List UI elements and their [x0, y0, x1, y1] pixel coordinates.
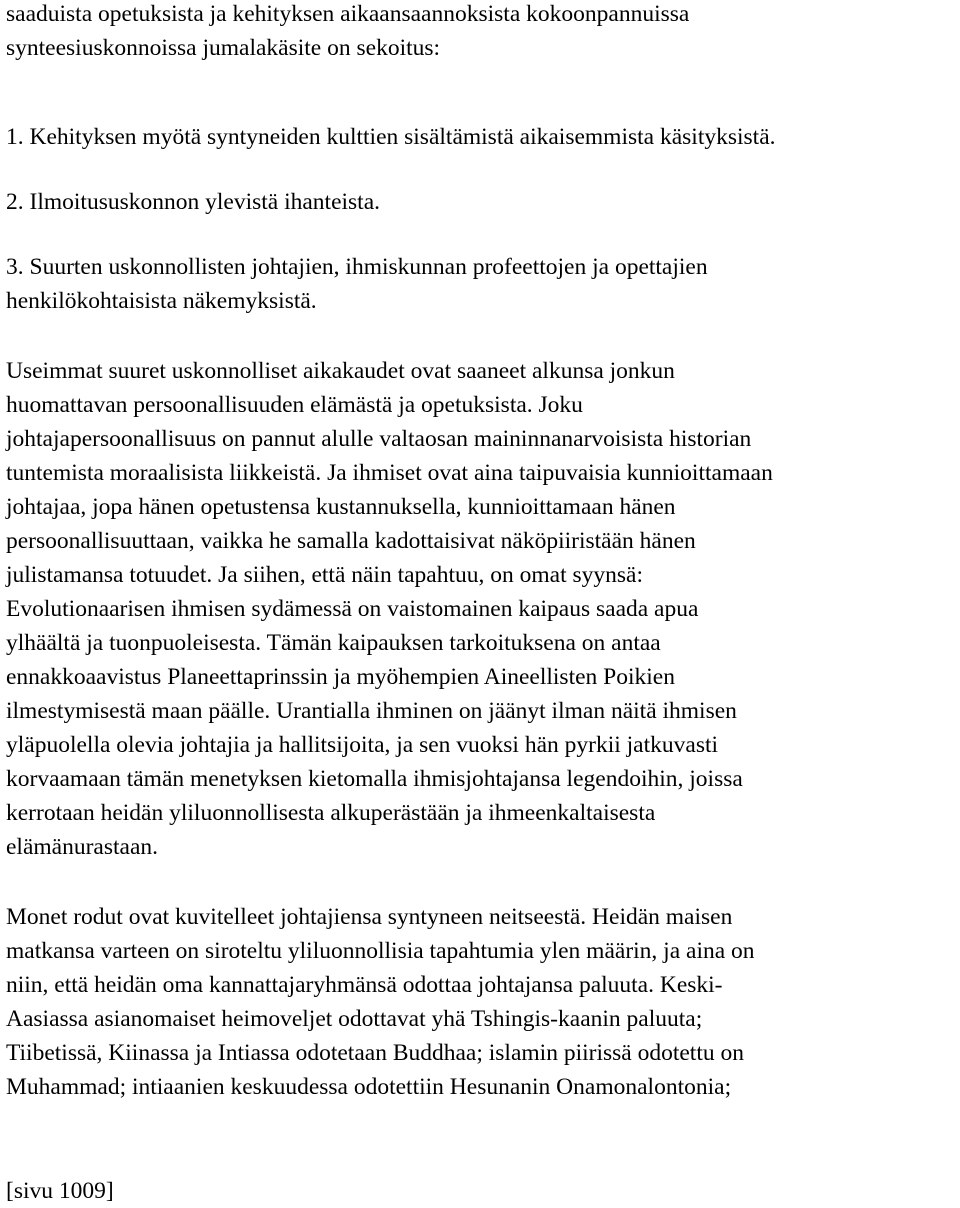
numbered-list	[6, 120, 956, 318]
page-number-label: [sivu 1009]	[6, 1178, 114, 1204]
text-line: huomattavan persoonallisuuden elämästä ja opetuksista. Joku	[6, 392, 583, 418]
text-line: niin, että heidän oma kannattajaryhmänsä odottaa johtajansa paluuta. Keski-	[6, 972, 723, 998]
list-item-text: 2. Ilmoitususkonnon ylevistä ihanteista.	[6, 189, 381, 215]
text-line: ennakkoaavistus Planeettaprinssin ja myöhempien Aineellisten Poikien	[6, 664, 675, 690]
document-page	[6, 0, 956, 1208]
intro-paragraph	[6, 0, 956, 65]
page-marker	[6, 1174, 956, 1208]
text-line: johtajapersoonallisuus on pannut alulle valtaosan maininnanarvoisista historian	[6, 426, 752, 452]
text-line: Useimmat suuret uskonnolliset aikakaudet ovat saaneet alkunsa jonkun	[6, 358, 675, 384]
text-line: ilmestymisestä maan päälle. Urantialla ihminen on jäänyt ilman näitä ihmisen	[6, 698, 737, 724]
list-item-text: 3. Suurten uskonnollisten johtajien, ihmiskunnan profeettojen ja opettajien	[6, 254, 708, 280]
text-line: kerrotaan heidän yliluonnollisesta alkuperästään ja ihmeenkaltaisesta	[6, 800, 656, 826]
text-line: julistamansa totuudet. Ja siihen, että näin tapahtuu, on omat syynsä:	[6, 562, 643, 588]
text-line: Tiibetissä, Kiinassa ja Intiassa odotetaan Buddhaa; islamin piirissä odotettu on	[6, 1040, 744, 1066]
text-line: tuntemista moraalisista liikkeistä. Ja ihmiset ovat aina taipuvaisia kunnioittamaan	[6, 460, 773, 486]
text-line: elämänurastaan.	[6, 834, 159, 860]
list-item	[6, 185, 956, 219]
text-line: johtajaa, jopa hänen opetustensa kustannuksella, kunnioittamaan hänen	[6, 494, 676, 520]
text-line: saaduista opetuksista ja kehityksen aikaansaannoksista kokoonpannuissa	[6, 1, 690, 27]
text-line: Aasiassa asianomaiset heimoveljet odottavat yhä Tshingis-kaanin paluuta;	[6, 1006, 703, 1032]
text-line: Monet rodut ovat kuvitelleet johtajiensa syntyneen neitseestä. Heidän maisen	[6, 904, 733, 930]
body-paragraph	[6, 354, 956, 864]
list-item	[6, 120, 956, 154]
text-line: Evolutionaarisen ihmisen sydämessä on vaistomainen kaipaus saada apua	[6, 596, 699, 622]
text-line: yläpuolella olevia johtajia ja hallitsijoita, ja sen vuoksi hän pyrkii jatkuvasti	[6, 732, 719, 758]
text-line: korvaamaan tämän menetyksen kietomalla ihmisjohtajansa legendoihin, joissa	[6, 766, 743, 792]
text-line: matkansa varteen on siroteltu yliluonnollisia tapahtumia ylen määrin, ja aina on	[6, 938, 755, 964]
text-line: ylhäältä ja tuonpuoleisesta. Tämän kaipauksen tarkoituksena on antaa	[6, 630, 661, 656]
list-item	[6, 250, 956, 318]
list-item-text: 1. Kehityksen myötä syntyneiden kulttien sisältämistä aikaisemmista käsityksistä.	[6, 124, 776, 150]
body-paragraph	[6, 900, 956, 1104]
list-item-text: henkilökohtaisista näkemyksistä.	[6, 288, 317, 314]
text-line: synteesiuskonnoissa jumalakäsite on sekoitus:	[6, 35, 441, 61]
text-line: Muhammad; intiaanien keskuudessa odotettiin Hesunanin Onamonalontonia;	[6, 1074, 732, 1100]
text-line: persoonallisuuttaan, vaikka he samalla kadottaisivat näköpiiristään hänen	[6, 528, 696, 554]
